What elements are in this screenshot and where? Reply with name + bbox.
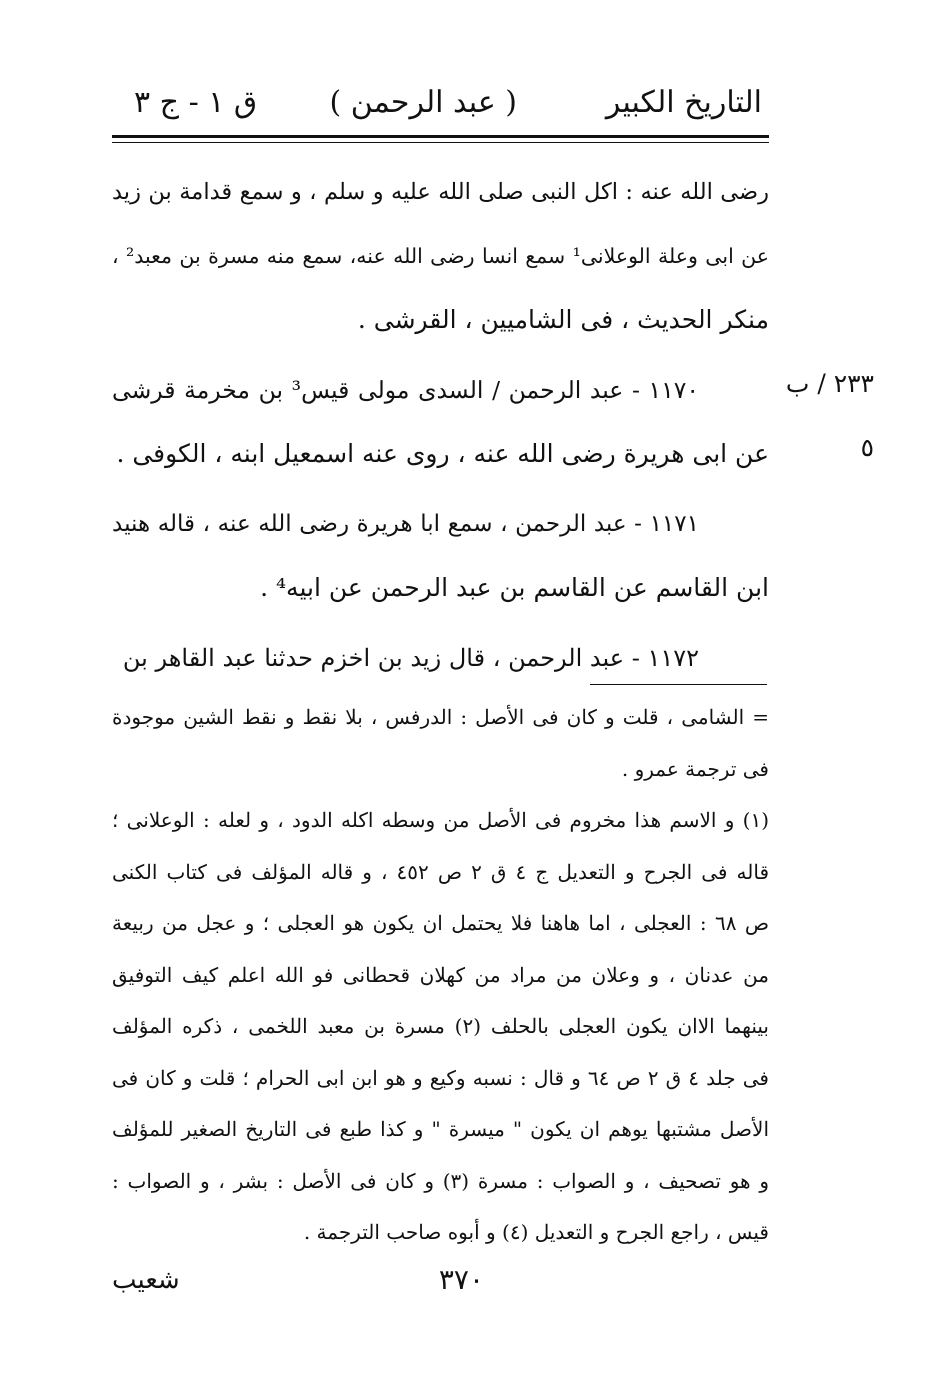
book-title: التاريخ الكبير — [605, 85, 762, 120]
footnote-line: = الشامى ، قلت و كان فى الأصل : الدرفس ، بلا نقط و نقط الشين موجودة — [112, 705, 769, 729]
footnote-line: ص ٦٨ : العجلى ، اما هاهنا فلا يحتمل ان يكون هو العجلى ؛ و عجل من ربيعة — [112, 911, 769, 935]
footnotes — [112, 692, 769, 1259]
footnote-separator — [590, 684, 767, 685]
entry-1171-line: ١١٧١ - عبد الرحمن ، سمع ابا هريرة رضى الله عنه ، قاله هنيد — [112, 511, 699, 537]
page-footer — [112, 1258, 769, 1302]
footnote-line: و هو تصحيف ، و الصواب : مسرة (٣) و كان فى الأصل : بشر ، و الصواب : — [112, 1168, 769, 1193]
footnote-line: بينهما الاان يكون العجلى بالحلف (٢) مسرة بن معبد اللخمى ، ذكره المؤلف — [112, 1014, 769, 1038]
text-line: عن ابى هريرة رضى الله عنه ، روى عنه اسمعيل ابنه ، الكوفى . — [116, 439, 769, 468]
footnote-line: فى جلد ٤ ق ٢ ص ٦٤ و قال : نسبه وكيع و هو ابن ابى الحرام ؛ قلت و كان فى — [112, 1065, 769, 1090]
header-rule-thin — [112, 142, 769, 143]
page-number: ٣٧٠ — [438, 1263, 484, 1296]
footnote-line: من عدنان ، و وعلان من مراد من كهلان قحطانى فو الله اعلم كيف التوفيق — [112, 962, 770, 987]
header-rule-thick — [112, 135, 769, 138]
volume-reference: ق ١ - ج ٣ — [134, 85, 258, 120]
main-text — [112, 160, 769, 690]
text-line: ابن القاسم عن القاسم بن عبد الرحمن عن ابيه⁴ . — [260, 573, 769, 602]
entry-1170-line: ١١٧٠ - عبد الرحمن / السدى مولى قيس³ بن مخرمة قرشى — [112, 376, 699, 404]
text-line: رضى الله عنه : اكل النبى صلى الله عليه و سلم ، و سمع قدامة بن زيد — [112, 179, 769, 205]
footnote-line: الأصل مشتبها يوهم ان يكون " ميسرة " و كذا طبع فى التاريخ الصغير للمؤلف — [112, 1117, 769, 1141]
running-header — [112, 78, 762, 128]
printer-signature: شعيب — [112, 1265, 180, 1295]
entry-1172-line: ١١٧٢ - عبد الرحمن ، قال زيد بن اخزم حدثنا عبد القاهر بن — [122, 644, 699, 672]
footnote-line: (١) و الاسم هذا مخروم فى الأصل من وسطه اكله الدود ، و لعله : الوعلانى ؛ — [112, 808, 769, 832]
footnote-line: قاله فى الجرح و التعديل ج ٤ ق ٢ ص ٤٥٢ ، و قاله المؤلف فى كتاب الكنى — [112, 859, 770, 884]
line-number-marker: ٥ — [860, 433, 874, 462]
folio-marker: ٢٣٣ / ب — [785, 369, 874, 398]
text-line: عن ابى وعلة الوعلانى¹ سمع انسا رضى الله عنه، سمع منه مسرة بن معبد² ، — [112, 244, 769, 268]
footnote-line: قيس ، راجع الجرح و التعديل (٤) و أبوه صاحب الترجمة . — [303, 1220, 769, 1244]
section-title: ( عبد الرحمن ) — [329, 85, 517, 120]
text-line: منكر الحديث ، فى الشاميين ، القرشى . — [357, 305, 769, 334]
footnote-line: فى ترجمة عمرو . — [621, 756, 769, 781]
